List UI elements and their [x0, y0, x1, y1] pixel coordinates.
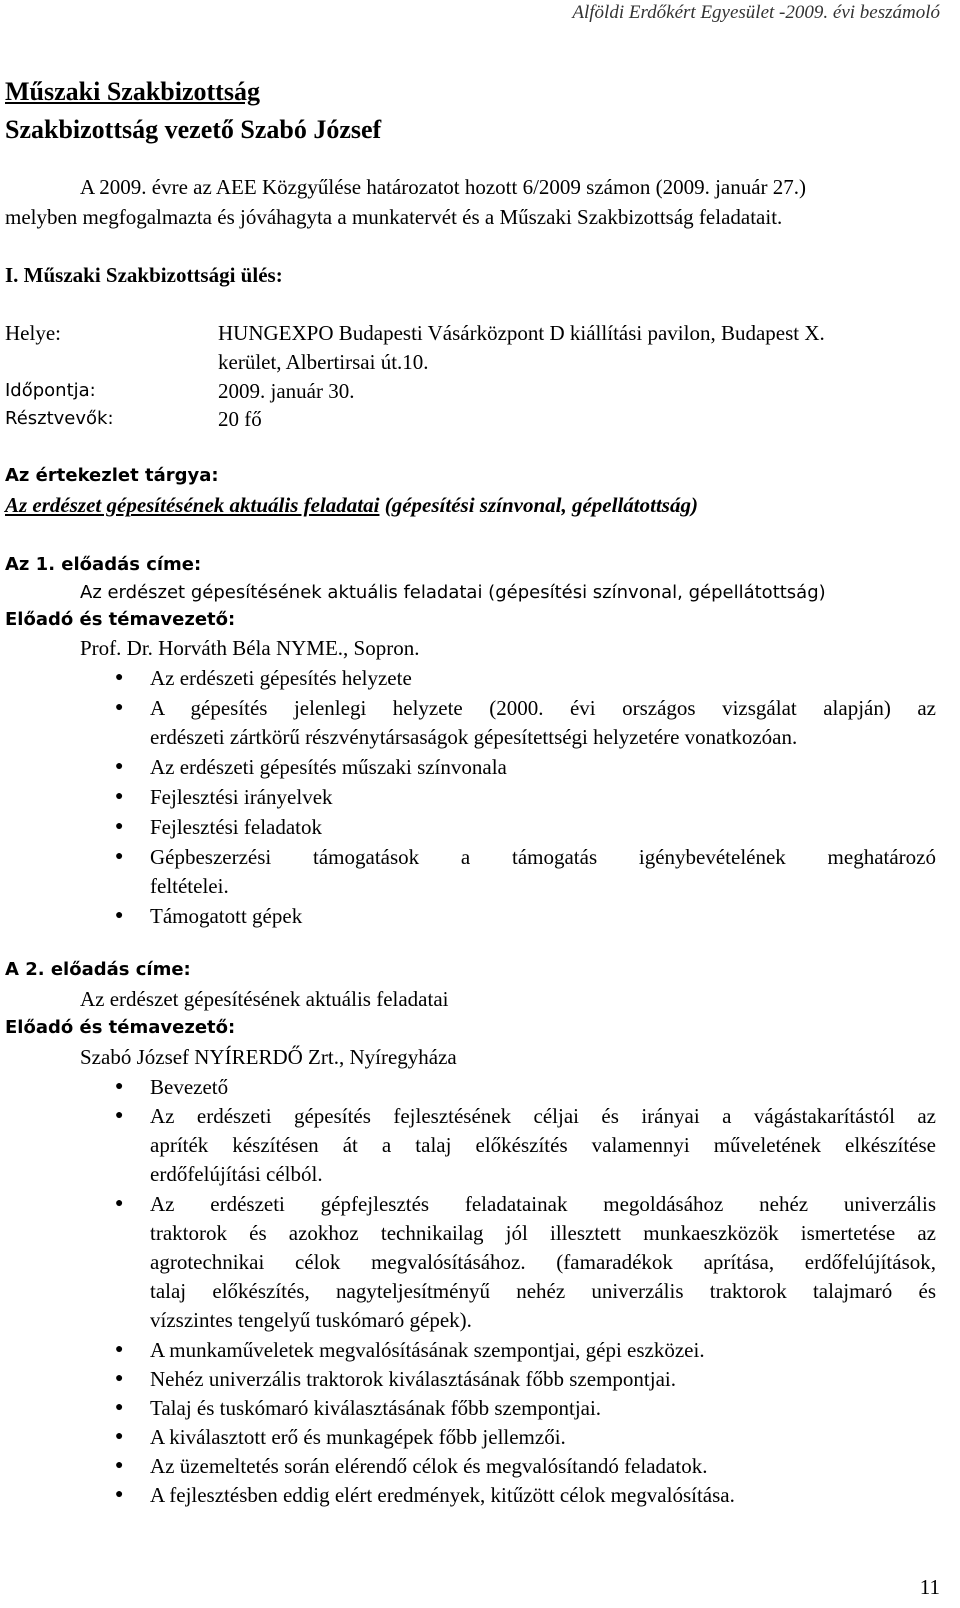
subject-title-underlined: Az erdészet gépesítésének aktuális feladatai: [5, 493, 380, 517]
lecture1-title: Az erdészet gépesítésének aktuális feladatai (gépesítési színvonal, gépellátottság): [80, 582, 826, 603]
subject-title-rest: (gépesítési színvonal, gépellátottság): [379, 493, 698, 517]
bullet-marker: ●: [115, 1400, 124, 1415]
lecture2-bullet-2-line-2: apríték készítésen át a talaj előkészítés valamennyi műveletének elkészítése: [150, 1133, 936, 1157]
lecture2-bullet-2-line-3: erdőfelújítási célból.: [150, 1162, 323, 1186]
lecture2-bullet-7: A kiválasztott erő és munkagépek főbb jellemzői.: [150, 1425, 566, 1449]
venue-value-line-1: HUNGEXPO Budapesti Vásárközpont D kiállítási pavilon, Budapest X.: [218, 321, 825, 345]
bullet-marker: ●: [115, 1371, 124, 1386]
participants-value: 20 fő: [218, 407, 262, 431]
lecture2-bullet-4: A munkaműveletek megvalósításának szempontjai, gépi eszközei.: [150, 1338, 705, 1362]
lecture2-title: Az erdészet gépesítésének aktuális feladatai: [80, 987, 449, 1011]
bullet-marker: ●: [115, 1458, 124, 1473]
intro-line-2: melyben megfogalmazta és jóváhagyta a munkatervét és a Műszaki Szakbizottság feladatait.: [5, 205, 783, 229]
bullet-marker: ●: [115, 819, 124, 834]
lecture1-bullet-1: Az erdészeti gépesítés helyzete: [150, 666, 412, 690]
lecture2-bullet-1: Bevezető: [150, 1075, 229, 1099]
section-heading: I. Műszaki Szakbizottsági ülés:: [5, 263, 283, 287]
lecture2-bullet-6: Talaj és tuskómaró kiválasztásának főbb szempontjai.: [150, 1396, 602, 1420]
lecture1-bullet-5: Fejlesztési feladatok: [150, 815, 323, 839]
participants-label: Résztvevők:: [5, 408, 114, 429]
lecture1-presenter-label: Előadó és témavezető:: [5, 609, 236, 630]
bullet-marker: ●: [115, 908, 124, 923]
bullet-marker: ●: [115, 1487, 124, 1502]
bullet-marker: ●: [115, 849, 124, 864]
bullet-marker: ●: [115, 1429, 124, 1444]
bullet-marker: ●: [115, 670, 124, 685]
lecture2-bullet-3-line-2: traktorok és azokhoz technikailag jól illesztett munkaeszközök ismertetése az: [150, 1221, 936, 1245]
lecture1-bullet-6-line-1: Gépbeszerzési támogatások a támogatás igénybevételének meghatározó: [150, 845, 936, 869]
page-title: Műszaki Szakbizottság: [5, 77, 260, 106]
bullet-marker: ●: [115, 1108, 124, 1123]
intro-line-1: A 2009. évre az AEE Közgyűlése határozatot hozott 6/2009 számon (2009. január 27.): [80, 175, 807, 199]
page-subtitle: Szakbizottság vezető Szabó József: [5, 115, 382, 144]
bullet-marker: ●: [115, 1196, 124, 1211]
lecture2-bullet-3-line-5: vízszintes tengelyű tuskómaró gépek).: [150, 1308, 472, 1332]
lecture1-bullet-3: Az erdészeti gépesítés műszaki színvonala: [150, 755, 507, 779]
lecture2-presenter-label: Előadó és témavezető:: [5, 1017, 236, 1038]
lecture1-bullet-4: Fejlesztési irányelvek: [150, 785, 333, 809]
bullet-marker: ●: [115, 700, 124, 715]
venue-label: Helye:: [5, 321, 61, 345]
running-header: Alföldi Erdőkért Egyesület -2009. évi beszámoló: [572, 2, 940, 23]
lecture1-bullet-6-line-2: feltételei.: [150, 874, 229, 898]
lecture2-bullet-5: Nehéz univerzális traktorok kiválasztásának főbb szempontjai.: [150, 1367, 676, 1391]
date-label: Időpontja:: [5, 380, 96, 401]
page-number: 11: [919, 1575, 940, 1599]
lecture1-bullet-2-line-2: erdészeti zártkörű részvénytársaságok gépesítettségi helyzetére vonatkozóan.: [150, 725, 798, 749]
lecture2-bullet-2-line-1: Az erdészeti gépesítés fejlesztésének céljai és irányai a vágástakarítástól az: [150, 1104, 936, 1128]
subject-label: Az értekezlet tárgya:: [5, 465, 219, 486]
lecture2-bullet-8: Az üzemeltetés során elérendő célok és megvalósítandó feladatok.: [150, 1454, 708, 1478]
lecture2-bullet-3-line-4: talaj előkészítés, nagyteljesítményű nehéz univerzális traktorok talajmaró és: [150, 1279, 936, 1303]
lecture2-heading: A 2. előadás címe:: [5, 959, 191, 980]
venue-value-line-2: kerület, Albertirsai út.10.: [218, 350, 429, 374]
lecture1-heading: Az 1. előadás címe:: [5, 554, 202, 575]
bullet-marker: ●: [115, 759, 124, 774]
bullet-marker: ●: [115, 1342, 124, 1357]
lecture2-bullet-3-line-1: Az erdészeti gépfejlesztés feladatainak megoldásához nehéz univerzális: [150, 1192, 936, 1216]
lecture2-bullet-3-line-3: agrotechnikai célok megvalósításához. (famaradékok aprítása, erdőfelújítások,: [150, 1250, 936, 1274]
lecture2-bullet-9: A fejlesztésben eddig elért eredmények, kitűzött célok megvalósítása.: [150, 1483, 735, 1507]
bullet-marker: ●: [115, 789, 124, 804]
lecture1-bullet-7: Támogatott gépek: [150, 904, 303, 928]
subject-title: [5, 490, 698, 520]
bullet-marker: ●: [115, 1079, 124, 1094]
date-value: 2009. január 30.: [218, 379, 355, 403]
lecture1-presenter: Prof. Dr. Horváth Béla NYME., Sopron.: [80, 636, 420, 660]
lecture1-bullet-2-line-1: A gépesítés jelenlegi helyzete (2000. évi országos vizsgálat alapján) az: [150, 696, 936, 720]
lecture2-presenter: Szabó József NYÍRERDŐ Zrt., Nyíregyháza: [80, 1045, 457, 1069]
